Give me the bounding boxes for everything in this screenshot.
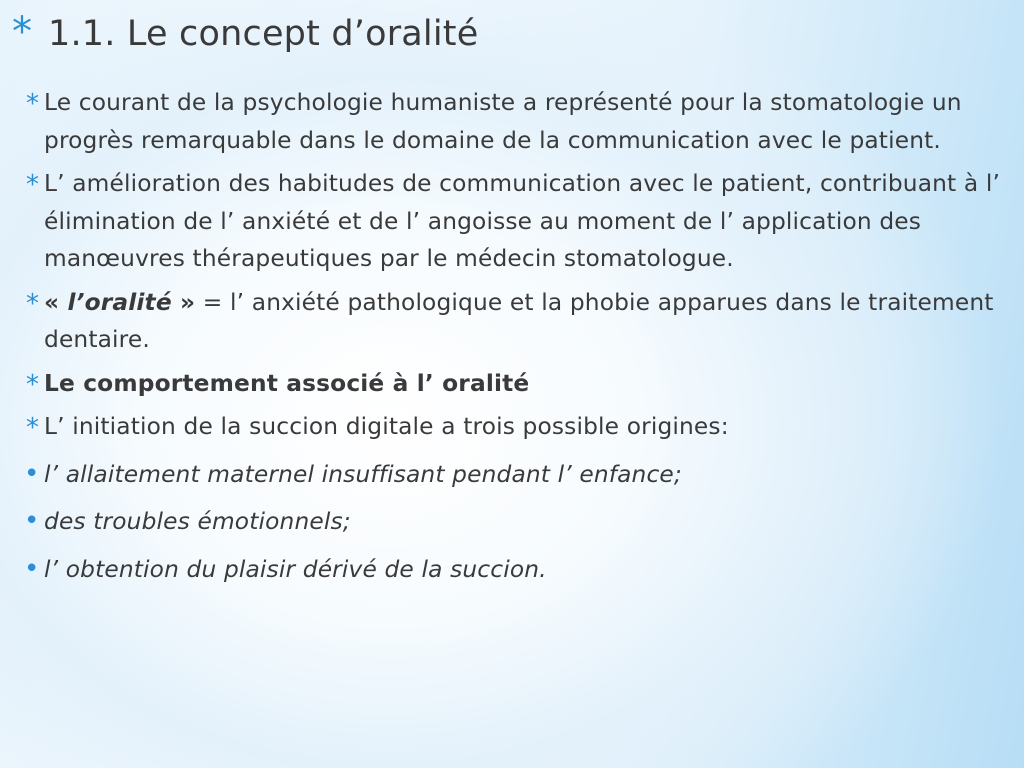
dot-bullet-icon: • [24,553,40,584]
list-item-text: l’ obtention du plaisir dérivé de la succion. [44,555,547,583]
list-item-text: = l’ anxiété pathologique et la phobie apparues dans le traitement dentaire. [44,288,994,353]
list-item [22,165,1012,278]
title-row [12,9,479,72]
list-item [22,284,1012,359]
list-item [22,408,1012,446]
asterisk-bullet-icon: * [26,170,40,200]
list-item-text: L’ initiation de la succion digitale a trois possible origines: [44,413,729,440]
list-item [22,456,1012,494]
list-item [22,84,1012,159]
close-quote: » [171,288,196,316]
asterisk-bullet-icon: * [26,369,40,400]
dot-bullet-icon: • [24,506,40,536]
list-item-text: des troubles émotionnels; [44,508,351,535]
list-item-text: Le courant de la psychologie humaniste a représenté pour la stomatologie un progrès remarquable dans le domaine de la communication avec le patient. [44,89,962,154]
asterisk-bullet-icon: * [26,89,40,119]
list-item-text: l’ allaitement maternel insuffisant pendant l’ enfance; [44,460,682,488]
bullet-list [22,84,1012,598]
list-item-heading: Le comportement associé à l’ oralité [44,369,530,397]
list-item [22,503,1012,541]
term-oralite: l’oralité [67,288,172,316]
asterisk-bullet-icon: * [26,288,40,319]
title-asterisk-icon: * [12,9,32,55]
slide-title: 1.1. Le concept d’oralité [48,14,479,54]
asterisk-bullet-icon: * [26,413,40,443]
list-item [22,551,1012,589]
list-item-text: L’ amélioration des habitudes de communication avec le patient, contribuant à l’ élimination de l’ anxiété et de l’ angoisse au moment de l’ application des manœuvres thérapeutiques par le médecin stomatologue. [44,170,1001,272]
dot-bullet-icon: • [24,458,40,489]
list-item [22,365,1012,403]
open-quote: « [44,288,68,316]
